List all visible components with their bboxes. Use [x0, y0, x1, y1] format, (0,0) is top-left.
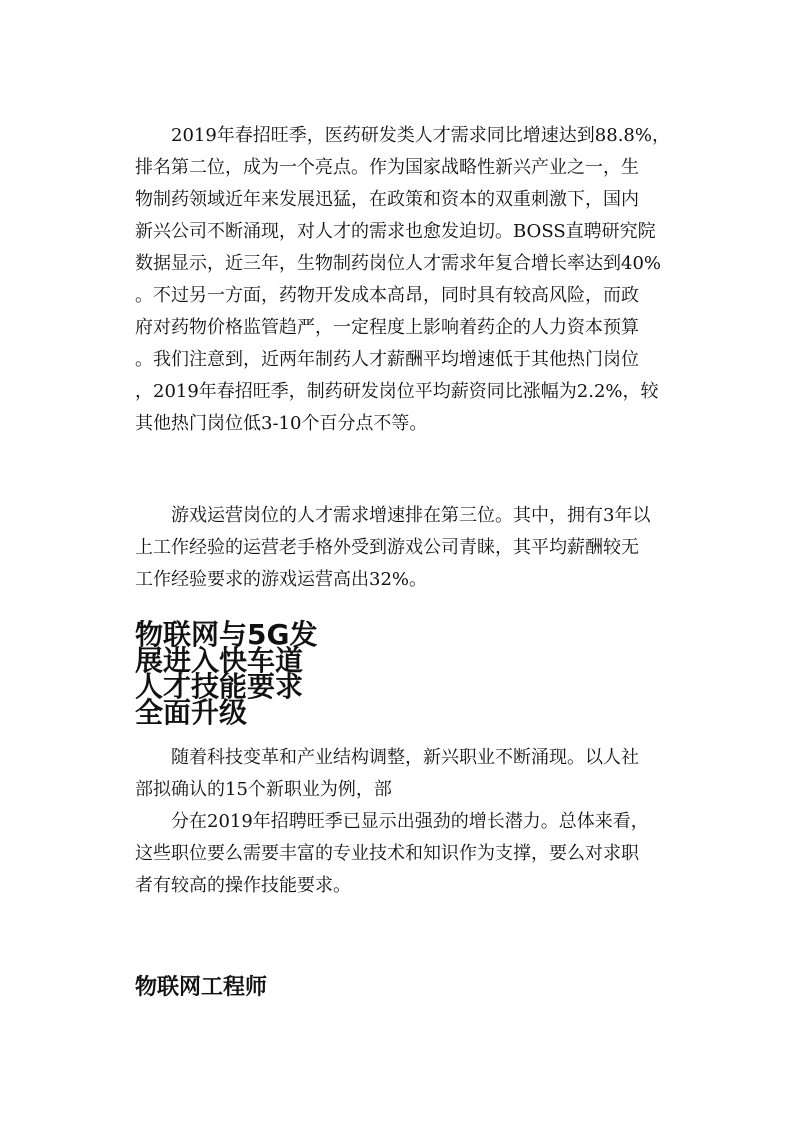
section-heading [135, 618, 318, 729]
text-line: 部拟确认的15个新职业为例，部 [135, 779, 392, 800]
paragraph-game-operations [135, 500, 675, 596]
text-line: 随着科技变革和产业结构调整，新兴职业不断涌现。以人社 [135, 747, 639, 768]
text-line: 游戏运营岗位的人才需求增速排在第三位。其中，拥有3年以 [135, 505, 651, 526]
text-line: 数据显示，近三年，生物制药岗位人才需求年复合增长率达到40% [135, 253, 662, 274]
text-line: 府对药物价格监管趋严，一定程度上影响着药企的人力资本预算 [135, 317, 639, 338]
text-line: 。我们注意到，近两年制药人才薪酬平均增速低于其他热门岗位 [135, 349, 639, 370]
text-line: 者有较高的操作技能要求。 [135, 875, 351, 896]
text-line: 上工作经验的运营老手格外受到游戏公司青睐，其平均薪酬较无 [135, 537, 639, 558]
paragraph-new-occupations [135, 742, 675, 902]
heading-line: 人才技能要求 [135, 670, 304, 703]
text-line: 排名第二位，成为一个亮点。作为国家战略性新兴产业之一，生 [135, 157, 639, 178]
text-line: 这些职位要么需要丰富的专业技术和知识作为支撑，要么对求职 [135, 843, 639, 864]
text-line: 分在2019年招聘旺季已显示出强劲的增长潜力。总体来看， [135, 811, 649, 832]
text-line: 物制药领域近年来发展迅猛，在政策和资本的双重刺激下，国内 [135, 189, 639, 210]
subsection-heading: 物联网工程师 [135, 975, 268, 1000]
text-line: 其他热门岗位低3-10个百分点不等。 [135, 413, 428, 434]
paragraph-pharma-demand [135, 120, 675, 440]
text-line: 。不过另一方面，药物开发成本高昂，同时具有较高风险，而政 [135, 285, 639, 306]
text-line: 工作经验要求的游戏运营高出32%。 [135, 569, 428, 590]
heading-line: 展进入快车道 [135, 644, 304, 677]
heading-line: 物联网与5G发 [135, 618, 318, 651]
text-line: ，2019年春招旺季，制药研发岗位平均薪资同比涨幅为2.2%，较 [135, 381, 659, 402]
heading-line: 全面升级 [135, 696, 248, 729]
text-line: 新兴公司不断涌现，对人才的需求也愈发迫切。BOSS直聘研究院 [135, 221, 656, 242]
text-line: 2019年春招旺季，医药研发类人才需求同比增速达到88.8%， [135, 125, 670, 146]
